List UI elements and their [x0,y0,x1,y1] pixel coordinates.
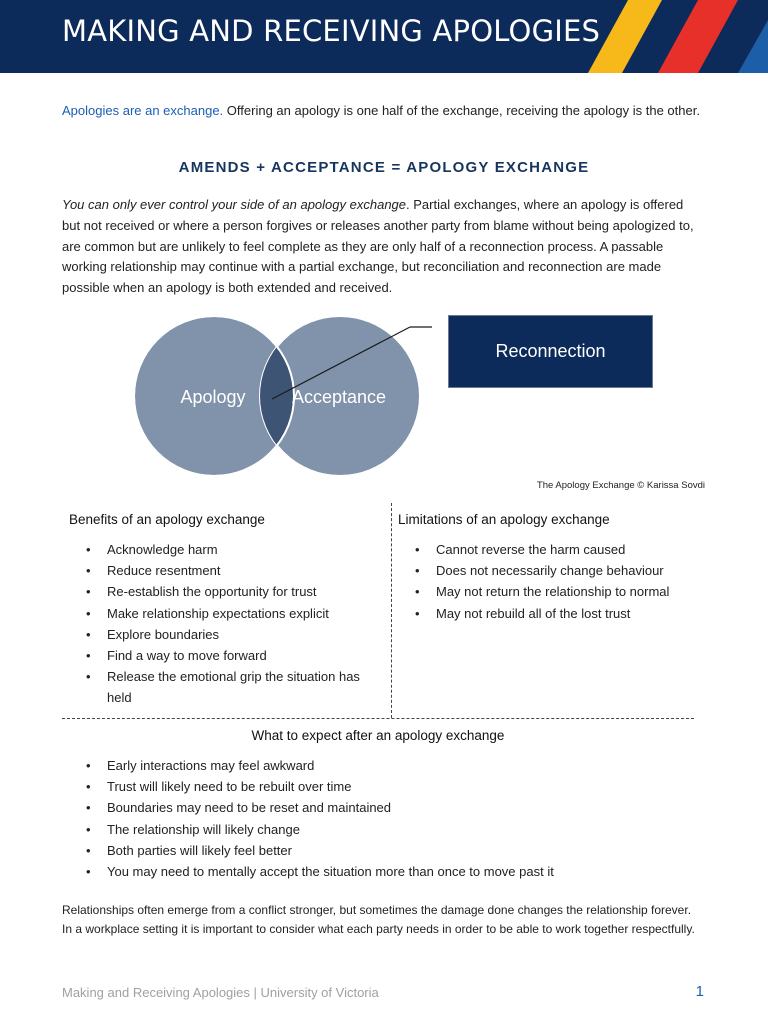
list-item: • Cannot reverse the harm caused [436,539,698,560]
list-item: • Does not necessarily change behaviour [436,560,698,581]
closing-paragraph: Relationships often emerge from a conflict stronger, but sometimes the damage done changes the relationship forever. In a workplace setting it is important to consider what each party needs in order to be able to work together respectfully. [62,903,695,936]
list-item: • Both parties will likely feel better [107,840,707,861]
list-item: • Explore boundaries [107,624,385,645]
list-item: • Boundaries may need to be reset and maintained [107,797,707,818]
benefits-list [107,539,385,709]
benefits-heading: Benefits of an apology exchange [69,512,265,527]
list-item: • Make relationship expectations explicit [107,603,385,624]
list-item: • Re-establish the opportunity for trust [107,581,385,602]
intro-paragraph [62,101,702,121]
apology-label: Apology [180,387,246,407]
acceptance-label: Acceptance [291,387,387,407]
limitations-heading: Limitations of an apology exchange [398,512,610,527]
body-paragraph [62,195,702,299]
diagram-credit: The Apology Exchange © Karissa Sovdi [536,480,705,491]
blue-stripe [738,20,768,73]
paragraph-italic: You can only ever control your side of an apology exchange [62,197,407,212]
paragraph-text: . Partial exchanges, where an apology is offered but not received or where a person forgives or releases another party from blame without being apologized to, are common but are unlikely to feel complete as they are only half of a reconnection process. A passable working relationship may continue with a partial exchange, but reconciliation and reconnection are made possible when an apology is both extended and received. [62,197,694,296]
footer-text: Making and Receiving Apologies | University of Victoria [62,985,379,1000]
reconnection-label: Reconnection [495,341,606,361]
list-item: • May not rebuild all of the lost trust [436,603,698,624]
list-item: • Find a way to move forward [107,645,385,666]
list-item: • The relationship will likely change [107,819,707,840]
intro-highlight: Apologies are an exchange. [62,103,224,118]
limitations-list [436,539,698,624]
intro-text: Offering an apology is one half of the exchange, receiving the apology is the other. [223,103,700,118]
list-item: • You may need to mentally accept the situation more than once to move past it [107,861,707,882]
reconnection-box [448,315,653,388]
list-item: • May not return the relationship to normal [436,581,698,602]
section-divider [62,718,694,719]
list-item: • Reduce resentment [107,560,385,581]
expect-list [107,755,707,882]
page-header [0,0,768,73]
list-item: • Release the emotional grip the situation has held [107,666,385,708]
red-stripe [658,0,738,73]
expect-heading: What to expect after an apology exchange [251,728,505,743]
column-divider [391,503,392,718]
list-item: • Acknowledge harm [107,539,385,560]
list-item: • Early interactions may feel awkward [107,755,707,776]
page-number: 1 [695,983,704,1000]
formula-heading: AMENDS + ACCEPTANCE = APOLOGY EXCHANGE [178,159,590,176]
list-item: • Trust will likely need to be rebuilt over time [107,776,707,797]
page-title: MAKING AND RECEIVING APOLOGIES [62,14,601,48]
